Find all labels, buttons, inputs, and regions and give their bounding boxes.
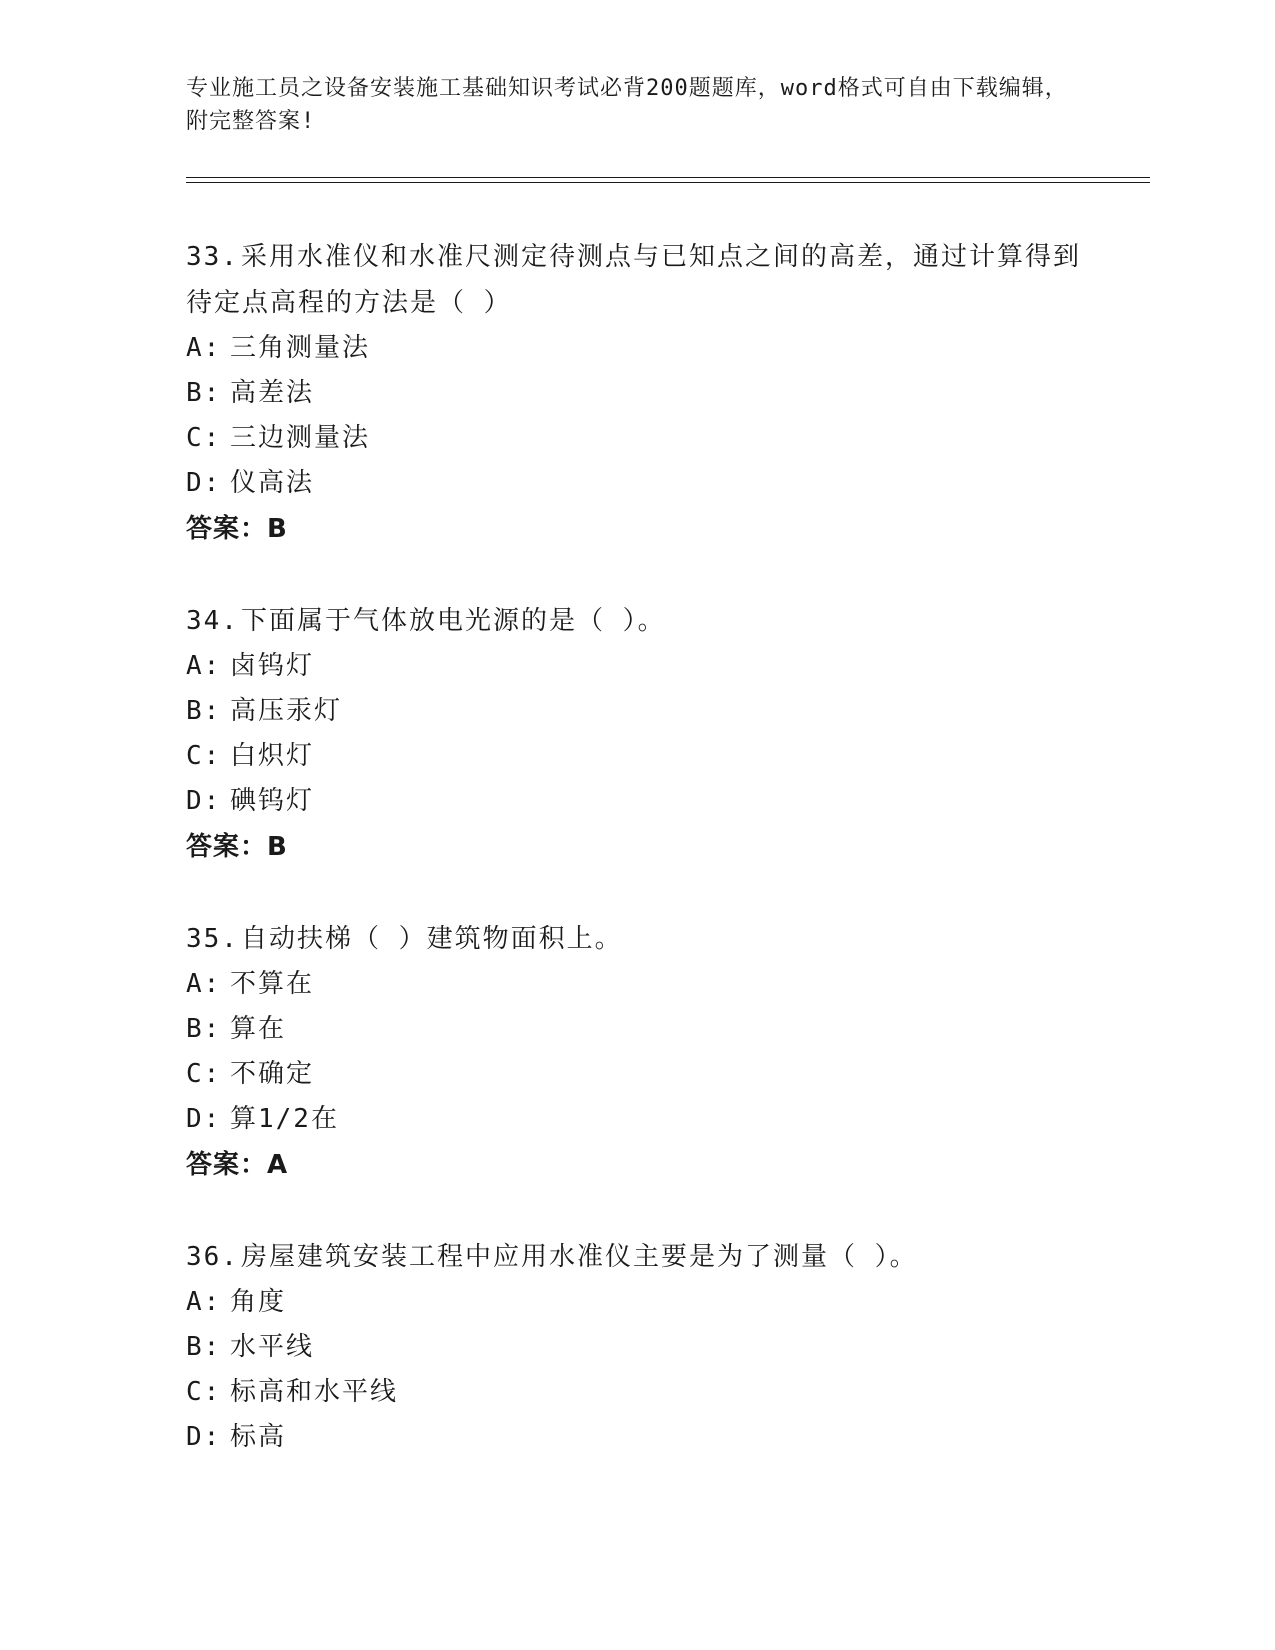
header-divider-top <box>186 177 1150 178</box>
question-list <box>186 234 1086 1506</box>
answer-line: 答案：B <box>186 832 288 862</box>
option-d <box>186 779 1086 824</box>
option-letter: D: <box>186 786 222 816</box>
option-text: 标高和水平线 <box>230 1377 399 1407</box>
option-c <box>186 416 1086 461</box>
question-number: 33. <box>186 242 239 272</box>
question-text: 自动扶梯（ ）建筑物面积上。 <box>240 924 623 954</box>
option-text: 算1/2在 <box>230 1104 339 1134</box>
option-letter: D: <box>186 1422 222 1452</box>
option-letter: A: <box>186 333 222 363</box>
question-text: 下面属于气体放电光源的是（ ）。 <box>240 606 666 636</box>
question-stem <box>186 916 1086 962</box>
option-b <box>186 371 1086 416</box>
option-text: 仪高法 <box>230 468 315 498</box>
option-text: 角度 <box>230 1287 287 1317</box>
document-header: 专业施工员之设备安装施工基础知识考试必背200题题库，word格式可自由下载编辑，附完整答案! <box>186 76 1068 134</box>
question-35 <box>186 916 1086 1188</box>
option-a <box>186 326 1086 371</box>
option-letter: D: <box>186 1104 222 1134</box>
option-c <box>186 1052 1086 1097</box>
option-letter: C: <box>186 1377 222 1407</box>
option-letter: A: <box>186 969 222 999</box>
option-letter: C: <box>186 741 222 771</box>
option-d <box>186 1415 1086 1460</box>
option-letter: C: <box>186 1059 222 1089</box>
option-a <box>186 1280 1086 1325</box>
option-b <box>186 1325 1086 1370</box>
option-text: 卤钨灯 <box>230 651 315 681</box>
question-34 <box>186 598 1086 870</box>
option-text: 水平线 <box>230 1332 315 1362</box>
question-stem <box>186 234 1086 326</box>
question-stem <box>186 598 1086 644</box>
question-33 <box>186 234 1086 552</box>
option-text: 不确定 <box>230 1059 315 1089</box>
option-text: 三边测量法 <box>230 423 371 453</box>
option-text: 白炽灯 <box>230 741 315 771</box>
option-text: 高差法 <box>230 378 315 408</box>
option-text: 三角测量法 <box>230 333 371 363</box>
option-letter: A: <box>186 1287 222 1317</box>
option-a <box>186 644 1086 689</box>
option-letter: B: <box>186 696 222 726</box>
question-number: 34. <box>186 606 239 636</box>
option-c <box>186 1370 1086 1415</box>
question-number: 35. <box>186 924 239 954</box>
option-text: 碘钨灯 <box>230 786 315 816</box>
question-text: 房屋建筑安装工程中应用水准仪主要是为了测量（ ）。 <box>240 1242 918 1272</box>
option-d <box>186 461 1086 506</box>
option-a <box>186 962 1086 1007</box>
option-c <box>186 734 1086 779</box>
option-d <box>186 1097 1086 1142</box>
question-number: 36. <box>186 1242 239 1272</box>
option-letter: B: <box>186 1332 222 1362</box>
option-letter: A: <box>186 651 222 681</box>
option-b <box>186 1007 1086 1052</box>
option-letter: B: <box>186 378 222 408</box>
option-text: 算在 <box>230 1014 287 1044</box>
answer-line: 答案：A <box>186 1150 289 1180</box>
question-text: 采用水准仪和水准尺测定待测点与已知点之间的高差，通过计算得到待定点高程的方法是（ ） <box>186 242 1081 318</box>
option-text: 不算在 <box>230 969 315 999</box>
answer-line: 答案：B <box>186 514 288 544</box>
option-letter: C: <box>186 423 222 453</box>
option-text: 标高 <box>230 1422 287 1452</box>
question-stem <box>186 1234 1086 1280</box>
option-letter: D: <box>186 468 222 498</box>
question-36 <box>186 1234 1086 1460</box>
option-letter: B: <box>186 1014 222 1044</box>
option-text: 高压汞灯 <box>230 696 343 726</box>
header-divider-bottom <box>186 182 1150 183</box>
option-b <box>186 689 1086 734</box>
